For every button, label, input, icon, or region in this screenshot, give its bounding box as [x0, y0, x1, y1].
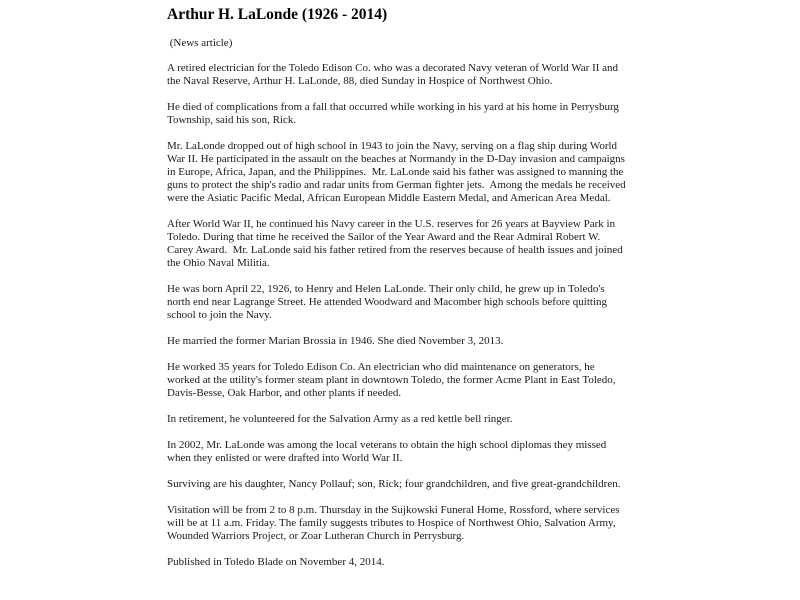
- article-paragraph-diploma: In 2002, Mr. LaLonde was among the local veterans to obtain the high school diplomas they missed when they enlisted or were drafted into World War II.: [167, 439, 610, 464]
- article-paragraph-reserves: After World War II, he continued his Navy career in the U.S. reserves for 26 years at Bayview Park in Toledo. During that time he received the Sailor of the Year Award and the Rear Admiral Robert W. Carey Award. Mr. LaLonde said his father retired from the reserves because of health issues and joined the Ohio Naval Militia.: [167, 218, 626, 269]
- article-paragraph-cause-of-death: He died of complications from a fall that occurred while working in his yard at his home in Perrysburg Township, said his son, Rick.: [167, 101, 622, 126]
- article-paragraph-publication: Published in Toledo Blade on November 4, 2014.: [167, 556, 385, 568]
- article-paragraph-early-life: He was born April 22, 1926, to Henry and Helen LaLonde. Their only child, he grew up in Toledo's north end near Lagrange Street. He attended Woodward and Macomber high schools before quitting school to join the Navy.: [167, 283, 610, 321]
- article-title: Arthur H. LaLonde (1926 - 2014): [167, 6, 388, 23]
- article-paragraph-intro: A retired electrician for the Toledo Edison Co. who was a decorated Navy veteran of World War II and the Naval Reserve, Arthur H. LaLonde, 88, died Sunday in Hospice of Northwest Ohio.: [167, 62, 621, 87]
- article-paragraph-marriage: He married the former Marian Brossia in 1946. She died November 3, 2013.: [167, 335, 504, 347]
- article-paragraph-survivors: Surviving are his daughter, Nancy Pollauf; son, Rick; four grandchildren, and five great-grandchildren.: [167, 478, 621, 490]
- obituary-article: [167, 6, 627, 582]
- article-paragraph-retirement: In retirement, he volunteered for the Salvation Army as a red kettle bell ringer.: [167, 413, 513, 425]
- article-paragraph-career: He worked 35 years for Toledo Edison Co. An electrician who did maintenance on generators, he worked at the utility's former steam plant in downtown Toledo, the former Acme Plant in East Toledo, Davis-Besse, Oak Harbor, and other plants if needed.: [167, 361, 619, 399]
- article-subtitle: (News article): [167, 37, 233, 49]
- article-paragraph-visitation: Visitation will be from 2 to 8 p.m. Thursday in the Sujkowski Funeral Home, Rossford, where services will be at 11 a.m. Friday. The family suggests tributes to Hospice of Northwest Ohio, Salvation Army, Wounded Warriors Project, or Zoar Lutheran Church in Perrysburg.: [167, 504, 623, 542]
- article-paragraph-navy-service: Mr. LaLonde dropped out of high school in 1943 to join the Navy, serving on a flag ship during World War II. He participated in the assault on the beaches at Normandy in the D-Day invasion and campaigns in Europe, Africa, Japan, and the Philippines. Mr. LaLonde said his father was assigned to manning the guns to protect the ship's radio and radar units from German fighter jets. Among the medals he received were the Asiatic Pacific Medal, African European Middle Eastern Medal, and American Area Medal.: [167, 140, 629, 204]
